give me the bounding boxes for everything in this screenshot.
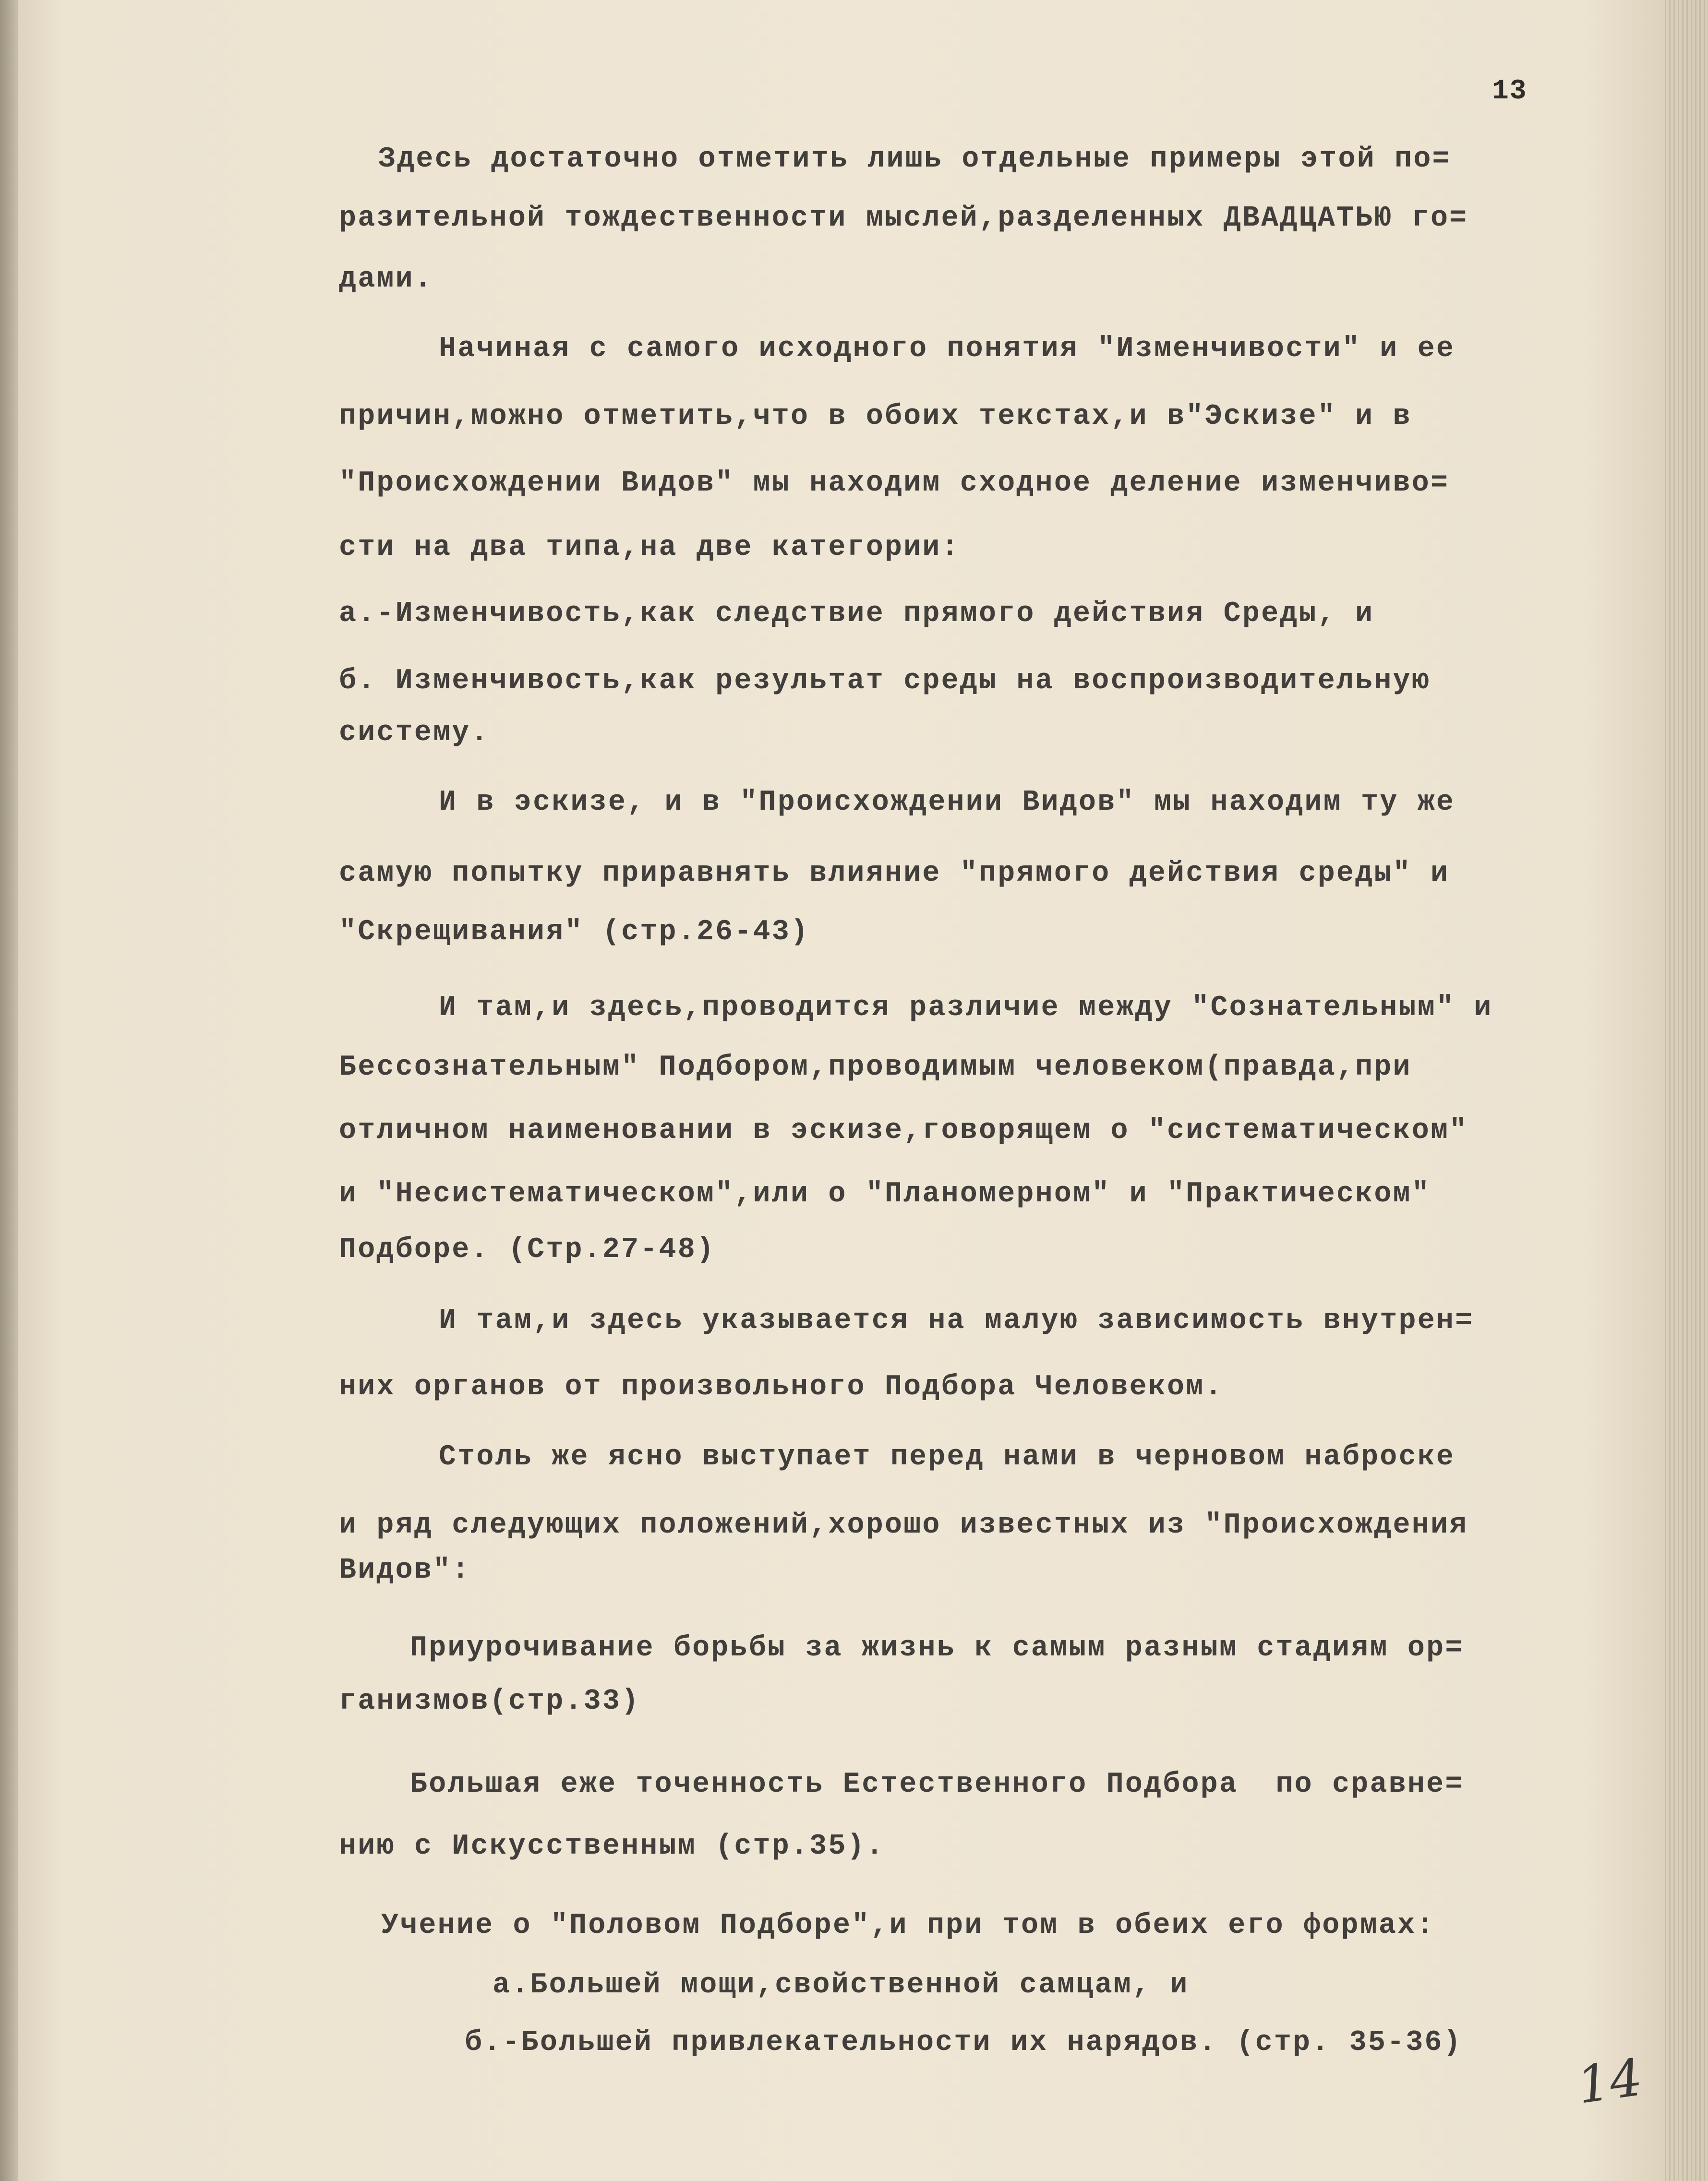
text-line: причин,можно отметить,что в обоих текстах,и в"Эскизе" и в [339,400,1412,433]
text-line: Видов": [339,1554,471,1587]
text-line: б.-Большей привлекательности их нарядов. (стр. 35-36) [465,2026,1462,2059]
text-line: "Скрещивания" (стр.26-43) [339,916,810,948]
text-line: них органов от произвольного Подбора Человеком. [339,1371,1224,1403]
text-line: отличном наименовании в эскизе,говорящем о "систематическом" [339,1114,1468,1147]
text-line: И в эскизе, и в "Происхождении Видов" мы находим ту же [439,786,1455,819]
text-line: И там,и здесь указывается на малую зависимость внутрен= [439,1305,1474,1337]
handwritten-page-number: 14 [1574,2048,1646,2115]
text-line: "Происхождении Видов" мы находим сходное деление изменчиво= [339,467,1450,500]
text-line: систему. [339,717,490,749]
text-line: ганизмов(стр.33) [339,1685,640,1718]
text-line: Учение о "Половом Подборе",и при том в обеих его формах: [381,1909,1435,1942]
text-line: б. Изменчивость,как результат среды на воспроизводительную [339,665,1431,697]
text-line: дами. [339,263,433,296]
text-line: а.-Изменчивость,как следствие прямого действия Среды, и [339,598,1374,630]
text-line: сти на два типа,на две категории: [339,531,960,564]
text-line: и "Несистематическом",или о "Планомерном" и "Практическом" [339,1178,1431,1210]
text-line: а.Большей мощи,свойственной самцам, и [493,1969,1189,2001]
text-line: самую попытку приравнять влияние "прямого действия среды" и [339,857,1450,890]
text-line: Столь же ясно выступает перед нами в черновом наброске [439,1441,1455,1474]
text-line: и ряд следующих положений,хорошо известных из "Происхождения [339,1509,1468,1542]
text-line: разительной тождественности мыслей,разделенных ДВАДЦАТЬЮ го= [339,202,1468,235]
text-line: Подборе. (Стр.27-48) [339,1234,716,1266]
text-line: Большая еже точенность Естественного Подбора по сравне= [410,1768,1464,1801]
text-line: Здесь достаточно отметить лишь отдельные примеры этой по= [378,143,1451,176]
text-line: Начиная с самого исходного понятия "Изменчивости" и ее [439,333,1455,365]
text-line: Бессознательным" Подбором,проводимым человеком(правда,при [339,1051,1412,1084]
text-line: нию с Искусственным (стр.35). [339,1830,885,1863]
text-line: И там,и здесь,проводится различие между "Сознательным" и [439,992,1493,1024]
text-line: Приурочивание борьбы за жизнь к самым разным стадиям ор= [410,1632,1464,1665]
page-number: 13 [1492,76,1528,107]
